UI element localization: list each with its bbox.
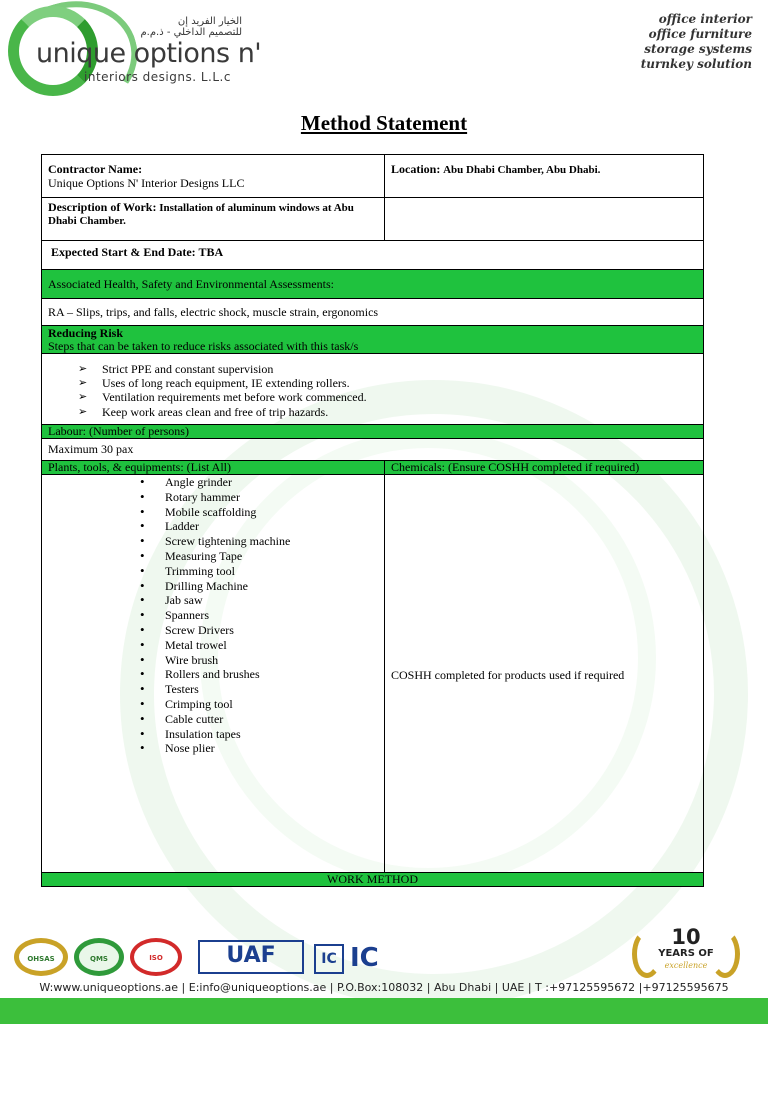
reducing-risk-cell [42,326,704,354]
contact-line: W:www.uniqueoptions.ae | E:info@uniqueoptions.ae | P.O.Box:108032 | Abu Dhabi | UAE | T :+97125595672 |+97125595675 [39,981,729,994]
list-item: • Trimming tool [42,564,384,579]
logo-wordmark: unique options n' [36,38,262,69]
table-row [42,299,704,326]
contractor-cell [42,155,385,198]
list-item: • Cable cutter [42,712,384,727]
service-item: office interior [658,12,752,26]
list-item: • Rollers and brushes [42,667,384,682]
dates-cell [42,241,704,270]
anniversary-number: 10 [671,925,701,949]
table-row [42,241,704,270]
table-row [42,461,704,475]
table-row [42,326,704,354]
list-item: • Jab saw [42,593,384,608]
hse-heading: Associated Health, Safety and Environmental Assessments: [42,270,704,299]
risk-steps-list [48,362,697,419]
reducing-risk-heading: Reducing Risk [48,326,124,340]
dates-value: TBA [198,245,224,259]
list-item: • Drilling Machine [42,579,384,594]
tools-cell [42,475,385,873]
ic-box-icon: IC [314,944,344,974]
anniversary-text: YEARS OF [658,948,714,959]
description-cell [42,198,385,241]
list-item: ➢ Keep work areas clean and free of trip hazards. [78,405,697,419]
logo-subtitle: interiors designs. L.L.c [84,70,231,84]
description-value: Installation of aluminum windows at Abu Dhabi Chamber. [48,202,354,227]
list-item: • Spanners [42,608,384,623]
table-row [42,270,704,299]
table-row [42,439,704,461]
plants-heading: Plants, tools, & equipments: (List All) [42,461,385,475]
logo-arabic-line2: للتصميم الداخلي - ذ.م.م [140,27,242,38]
list-item: ➢ Strict PPE and constant supervision [78,362,697,376]
work-method-heading: WORK METHOD [42,873,704,887]
table-row [42,873,704,887]
chemicals-heading: Chemicals: (Ensure COSHH completed if required) [385,461,704,475]
services-list [641,12,752,72]
labour-heading: Labour: (Number of persons) [42,425,704,439]
uaf-logo-icon: UAF [198,940,304,974]
method-statement-table [41,154,704,887]
list-item: • Screw tightening machine [42,534,384,549]
list-item: • Rotary hammer [42,490,384,505]
tools-list [42,475,384,756]
page-title: Method Statement [300,111,468,135]
list-item: • Wire brush [42,653,384,668]
ohsas-badge-icon: OHSAS [14,938,68,976]
list-item: • Insulation tapes [42,727,384,742]
footer-bar [0,998,768,1024]
list-item: ➢ Uses of long reach equipment, IE extending rollers. [78,376,697,390]
qms-badge-icon: QMS [74,938,124,976]
reducing-risk-subheading: Steps that can be taken to reduce risks associated with this task/s [48,339,359,353]
list-item: • Testers [42,682,384,697]
list-item: ➢ Ventilation requirements met before work commenced. [78,390,697,404]
risk-steps-cell [42,354,704,425]
contractor-label: Contractor Name: [48,162,143,176]
chemicals-value: COSHH completed for products used if required [385,475,704,873]
labour-value: Maximum 30 pax [42,439,704,461]
iso-badge-icon: ISO [130,938,182,976]
ic-logo-icon [314,940,404,976]
list-item: • Screw Drivers [42,623,384,638]
table-row [42,475,704,873]
logo-arabic-text [108,16,242,38]
risk-assessment: RA – Slips, trips, and falls, electric shock, muscle strain, ergonomics [42,299,704,326]
ic-text: IC [350,943,379,973]
anniversary-subtext: excellence [664,961,708,970]
empty-cell [385,198,704,241]
location-label: Location: [391,162,441,176]
dates-label: Expected Start & End Date: [51,245,196,259]
list-item: • Measuring Tape [42,549,384,564]
table-row [42,155,704,198]
list-item: • Metal trowel [42,638,384,653]
list-item: • Nose plier [42,741,384,756]
anniversary-badge-icon [632,924,740,980]
location-value: Abu Dhabi Chamber, Abu Dhabi. [443,164,601,176]
service-item: storage systems [644,42,752,56]
location-cell [385,155,704,198]
list-item: • Ladder [42,519,384,534]
list-item: • Crimping tool [42,697,384,712]
contractor-value: Unique Options N' Interior Designs LLC [48,176,245,190]
table-row [42,425,704,439]
table-row [42,354,704,425]
list-item: • Mobile scaffolding [42,505,384,520]
service-item: turnkey solution [640,57,752,71]
list-item: • Angle grinder [42,475,384,490]
description-label: Description of Work: [48,200,157,214]
table-row [42,198,704,241]
service-item: office furniture [648,27,752,41]
logo-arabic-line1: الخيار الفريد إن [177,16,242,27]
